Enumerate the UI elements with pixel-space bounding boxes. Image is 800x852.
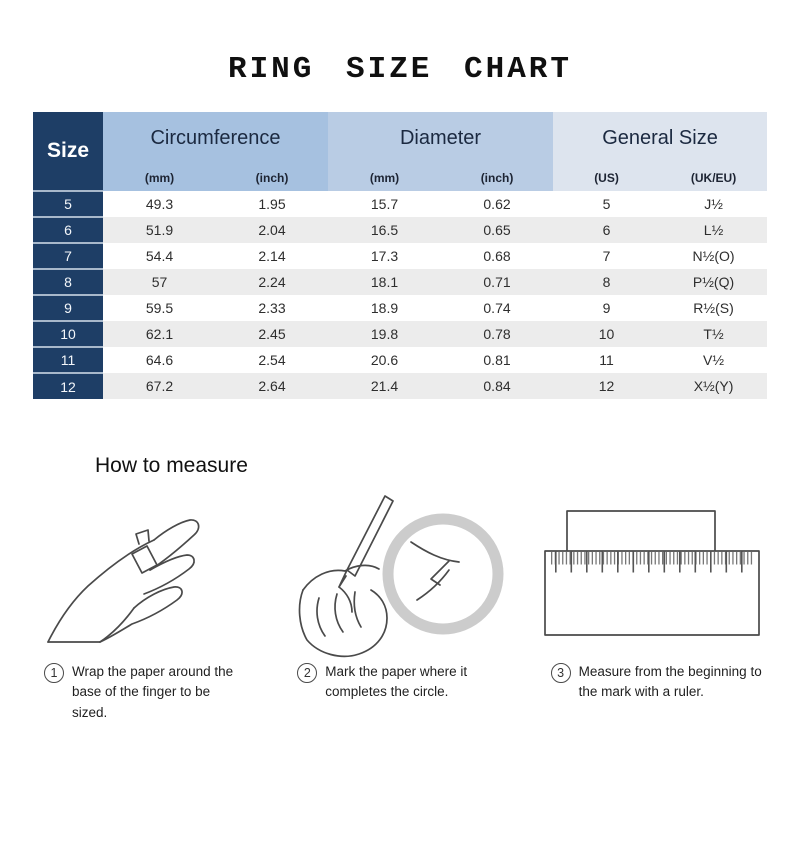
cell-uk-eu: X½(Y) — [693, 378, 734, 394]
cell-uk-eu: T½ — [703, 326, 724, 342]
cell-circumference-mm: 64.6 — [145, 352, 174, 368]
cell-uk-eu: L½ — [703, 222, 724, 238]
cell-uk-eu: R½(S) — [693, 300, 734, 316]
cell-circumference-mm: 51.9 — [145, 222, 174, 238]
cell-diameter-mm: 17.3 — [370, 248, 399, 264]
table-group-header-row — [33, 112, 767, 165]
cell-circumference-mm: 59.5 — [145, 300, 174, 316]
cell-diameter-inch: 0.71 — [483, 274, 511, 290]
step-number-badge: 3 — [551, 663, 571, 683]
column-group-diameter: Diameter — [328, 112, 553, 165]
cell-circumference-mm: 49.3 — [145, 196, 174, 212]
cell-us: 7 — [602, 248, 611, 264]
step-wrap-paper — [20, 484, 273, 723]
cell-us: 8 — [602, 274, 611, 290]
cell-diameter-mm: 21.4 — [370, 378, 399, 394]
cell-us: 12 — [598, 378, 615, 394]
table-row — [33, 217, 767, 243]
cell-circumference-inch: 2.45 — [258, 326, 286, 342]
table-row — [33, 243, 767, 269]
cell-diameter-inch: 0.68 — [483, 248, 511, 264]
cell-diameter-inch: 0.65 — [483, 222, 511, 238]
cell-us: 5 — [602, 196, 611, 212]
cell-uk-eu: J½ — [704, 196, 723, 212]
page-title: RING SIZE CHART — [227, 52, 573, 87]
subheader-circumference-inch: (inch) — [216, 165, 328, 191]
cell-circumference-inch: 2.54 — [258, 352, 286, 368]
cell-diameter-inch: 0.78 — [483, 326, 511, 342]
cell-circumference-inch: 2.33 — [258, 300, 286, 316]
table-row — [33, 373, 767, 399]
subheader-uk-eu: (UK/EU) — [660, 165, 767, 191]
hand-with-paper-strip-icon — [36, 484, 258, 660]
step-text: Wrap the paper around the base of the finger to be sized. — [72, 664, 234, 720]
cell-diameter-mm: 18.9 — [370, 300, 399, 316]
how-to-measure-steps — [20, 484, 780, 723]
cell-us: 10 — [598, 326, 615, 342]
cell-size: 10 — [33, 321, 103, 347]
table-subheader-row — [33, 165, 767, 191]
cell-circumference-mm: 54.4 — [145, 248, 174, 264]
cell-circumference-inch: 2.14 — [258, 248, 286, 264]
cell-size: 7 — [33, 243, 103, 269]
cell-size: 9 — [33, 295, 103, 321]
cell-diameter-mm: 16.5 — [370, 222, 399, 238]
step-caption — [44, 662, 247, 723]
table-row — [33, 269, 767, 295]
step-number-badge: 1 — [44, 663, 64, 683]
cell-circumference-inch: 2.24 — [258, 274, 286, 290]
how-to-measure-heading: How to measure — [95, 454, 248, 477]
table-row — [33, 295, 767, 321]
hand-marking-pen-magnifier-icon — [289, 484, 511, 660]
step-mark-paper — [273, 484, 526, 723]
cell-diameter-inch: 0.84 — [483, 378, 511, 394]
cell-diameter-mm: 19.8 — [370, 326, 399, 342]
subheader-diameter-inch: (inch) — [441, 165, 553, 191]
cell-size: 6 — [33, 217, 103, 243]
cell-size: 8 — [33, 269, 103, 295]
table-row — [33, 191, 767, 217]
cell-circumference-inch: 2.64 — [258, 378, 286, 394]
cell-diameter-mm: 20.6 — [370, 352, 399, 368]
cell-uk-eu: P½(Q) — [692, 274, 735, 290]
cell-circumference-mm: 67.2 — [145, 378, 174, 394]
subheader-diameter-mm: (mm) — [328, 165, 441, 191]
table-row — [33, 347, 767, 373]
cell-circumference-mm: 57 — [151, 274, 168, 290]
cell-size: 11 — [33, 347, 103, 373]
cell-circumference-inch: 1.95 — [258, 196, 286, 212]
cell-uk-eu: N½(O) — [692, 248, 735, 264]
cell-us: 11 — [599, 352, 614, 368]
step-text: Mark the paper where it completes the circle. — [325, 664, 468, 700]
column-header-size: Size — [33, 112, 103, 191]
cell-diameter-inch: 0.81 — [483, 352, 511, 368]
cell-uk-eu: V½ — [703, 352, 725, 368]
cell-us: 9 — [602, 300, 611, 316]
subheader-us: (US) — [553, 165, 660, 191]
step-number-badge: 2 — [297, 663, 317, 683]
cell-us: 6 — [602, 222, 611, 238]
step-measure-ruler — [527, 484, 780, 723]
cell-circumference-mm: 62.1 — [145, 326, 174, 342]
cell-size: 5 — [33, 191, 103, 217]
cell-diameter-inch: 0.74 — [483, 300, 511, 316]
cell-size: 12 — [33, 373, 103, 399]
cell-diameter-inch: 0.62 — [483, 196, 511, 212]
step-text: Measure from the beginning to the mark with a ruler. — [578, 664, 762, 700]
cell-circumference-inch: 2.04 — [258, 222, 286, 238]
step-caption — [551, 662, 777, 703]
table-row — [33, 321, 767, 347]
subheader-circumference-mm: (mm) — [103, 165, 216, 191]
cell-diameter-mm: 15.7 — [370, 196, 399, 212]
step-caption — [297, 662, 490, 703]
ruler-with-paper-strip-icon — [537, 484, 769, 660]
column-group-circumference: Circumference — [103, 112, 328, 165]
column-group-general-size: General Size — [553, 112, 767, 165]
ring-size-table — [33, 112, 767, 399]
cell-diameter-mm: 18.1 — [370, 274, 399, 290]
